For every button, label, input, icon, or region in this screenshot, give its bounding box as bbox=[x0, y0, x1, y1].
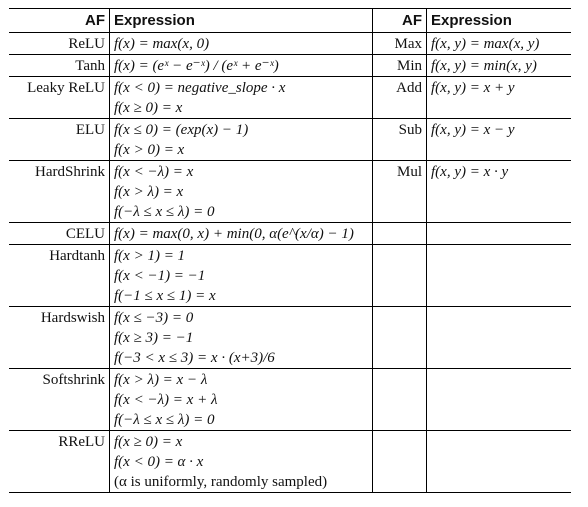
af-name-cell: HardShrink bbox=[9, 161, 110, 223]
af-name-cell: ELU bbox=[9, 119, 110, 161]
af-name-cell: Hardtanh bbox=[9, 245, 110, 307]
expression-line: f(−λ ≤ x ≤ λ) = 0 bbox=[114, 412, 215, 428]
expression-cell bbox=[110, 55, 373, 77]
af-name-cell: Softshrink bbox=[9, 369, 110, 431]
header-expression-2: Expression bbox=[427, 9, 572, 33]
expression-cell bbox=[110, 33, 373, 55]
expression-line: f(x < 0) = negative_slope · x bbox=[114, 80, 286, 96]
expression-line-2: f(x, y) = x + y bbox=[431, 80, 515, 96]
table-row bbox=[9, 431, 571, 493]
expression-cell-2 bbox=[427, 119, 572, 161]
af-name-cell-2 bbox=[373, 431, 427, 493]
expression-line: f(x > 1) = 1 bbox=[114, 248, 186, 264]
table-row bbox=[9, 245, 571, 307]
af-name-cell-2 bbox=[373, 223, 427, 245]
expression-cell-2 bbox=[427, 431, 572, 493]
expression-line: f(−1 ≤ x ≤ 1) = x bbox=[114, 288, 216, 304]
af-name-cell-2: Mul bbox=[373, 161, 427, 223]
expression-cell-2 bbox=[427, 223, 572, 245]
expression-line: f(x > 0) = x bbox=[114, 142, 185, 158]
table-row bbox=[9, 33, 571, 55]
expression-line: f(x < −λ) = x + λ bbox=[114, 392, 218, 408]
expression-line: f(−3 < x ≤ 3) = x · (x+3)/6 bbox=[114, 350, 275, 366]
expression-line-2: f(x, y) = max(x, y) bbox=[431, 36, 540, 52]
table-row bbox=[9, 55, 571, 77]
table-row bbox=[9, 119, 571, 161]
af-name-cell: RReLU bbox=[9, 431, 110, 493]
expression-cell-2 bbox=[427, 369, 572, 431]
header-af: AF bbox=[9, 9, 110, 33]
table-header-row bbox=[9, 9, 571, 33]
expression-line: f(x ≥ 3) = −1 bbox=[114, 330, 194, 346]
header-expression: Expression bbox=[110, 9, 373, 33]
table-row bbox=[9, 161, 571, 223]
expression-cell-2 bbox=[427, 161, 572, 223]
expression-cell-2 bbox=[427, 77, 572, 119]
af-name-cell-2 bbox=[373, 307, 427, 369]
expression-line: f(x > λ) = x − λ bbox=[114, 372, 208, 388]
expression-cell bbox=[110, 245, 373, 307]
expression-line: f(x ≥ 0) = x bbox=[114, 100, 183, 116]
expression-line-2: f(x, y) = min(x, y) bbox=[431, 58, 537, 74]
expression-cell bbox=[110, 369, 373, 431]
af-name-cell: Tanh bbox=[9, 55, 110, 77]
expression-cell bbox=[110, 119, 373, 161]
expression-line: f(x ≤ −3) = 0 bbox=[114, 310, 194, 326]
expression-line-2: f(x, y) = x − y bbox=[431, 122, 515, 138]
table-row bbox=[9, 307, 571, 369]
af-name-cell: ReLU bbox=[9, 33, 110, 55]
expression-line: f(x ≥ 0) = x bbox=[114, 434, 183, 450]
expression-cell bbox=[110, 431, 373, 493]
expression-line: f(x ≤ 0) = (exp(x) − 1) bbox=[114, 122, 249, 138]
af-name-cell-2: Sub bbox=[373, 119, 427, 161]
expression-line: f(x > λ) = x bbox=[114, 184, 184, 200]
af-name-cell-2 bbox=[373, 369, 427, 431]
expression-cell-2 bbox=[427, 307, 572, 369]
expression-line: f(x) = (eˣ − e⁻ˣ) / (eˣ + e⁻ˣ) bbox=[114, 58, 279, 74]
table-row bbox=[9, 369, 571, 431]
af-name-cell: CELU bbox=[9, 223, 110, 245]
table-row bbox=[9, 223, 571, 245]
af-name-cell-2 bbox=[373, 245, 427, 307]
expression-cell-2 bbox=[427, 33, 572, 55]
expression-line: f(x) = max(0, x) + min(0, α(e^(x/α) − 1) bbox=[114, 226, 354, 242]
af-name-cell: Hardswish bbox=[9, 307, 110, 369]
expression-line: f(x < −λ) = x bbox=[114, 164, 194, 180]
expression-cell bbox=[110, 161, 373, 223]
af-name-cell-2: Max bbox=[373, 33, 427, 55]
table-row bbox=[9, 77, 571, 119]
expression-cell bbox=[110, 223, 373, 245]
expression-line: f(x < −1) = −1 bbox=[114, 268, 206, 284]
expression-cell-2 bbox=[427, 55, 572, 77]
expression-line: f(−λ ≤ x ≤ λ) = 0 bbox=[114, 204, 215, 220]
expression-line: (α is uniformly, randomly sampled) bbox=[114, 474, 328, 490]
expression-cell-2 bbox=[427, 245, 572, 307]
header-af-2: AF bbox=[373, 9, 427, 33]
expression-cell bbox=[110, 307, 373, 369]
af-name-cell: Leaky ReLU bbox=[9, 77, 110, 119]
af-name-cell-2: Add bbox=[373, 77, 427, 119]
af-name-cell-2: Min bbox=[373, 55, 427, 77]
table-body bbox=[9, 33, 571, 493]
expression-line: f(x) = max(x, 0) bbox=[114, 36, 210, 52]
activation-functions-table bbox=[9, 8, 571, 493]
expression-line: f(x < 0) = α · x bbox=[114, 454, 204, 470]
expression-line-2: f(x, y) = x · y bbox=[431, 164, 509, 180]
expression-cell bbox=[110, 77, 373, 119]
